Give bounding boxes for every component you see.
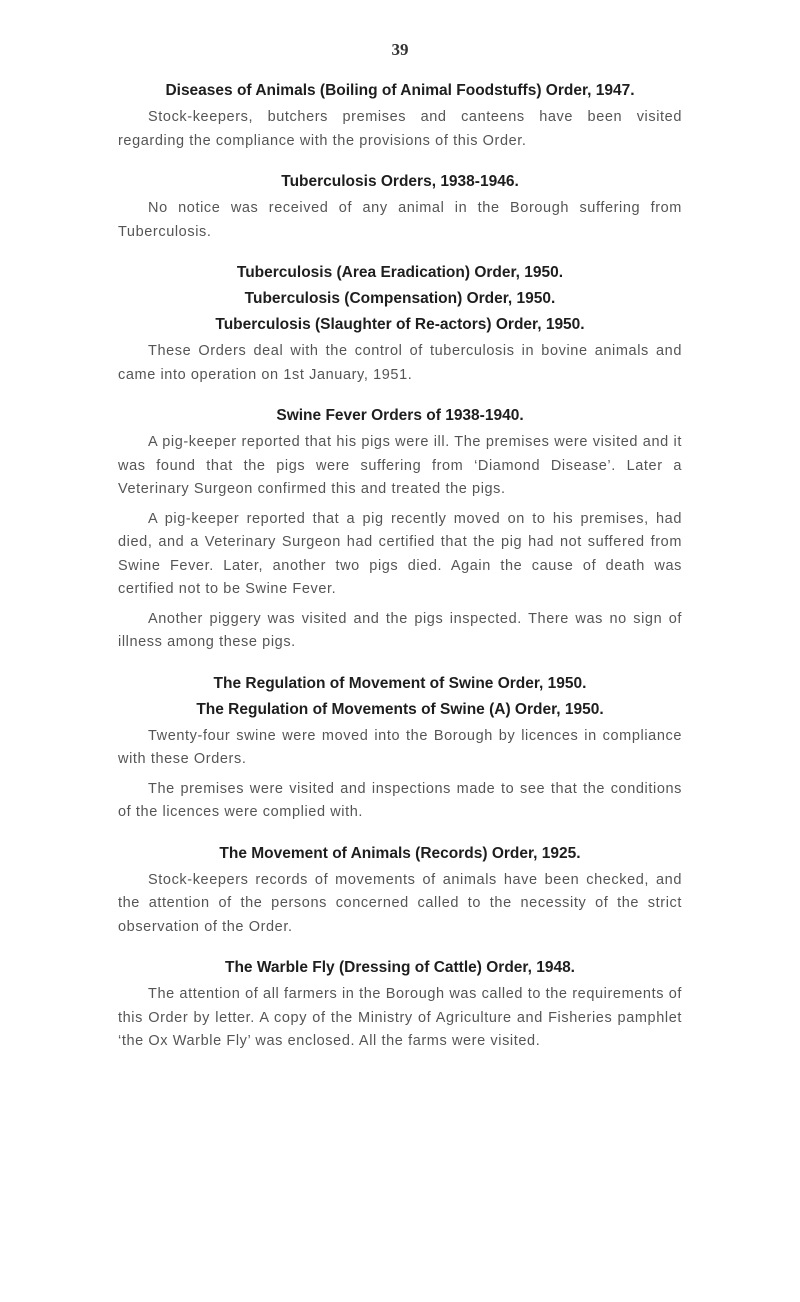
section: [118, 260, 682, 387]
body-paragraph: Twenty-four swine were moved into the Borough by licences in compliance with these Orders.: [118, 727, 682, 767]
section-heading: Tuberculosis (Slaughter of Re-actors) Order, 1950.: [215, 316, 585, 333]
body-paragraph: Stock-keepers records of movements of animals have been checked, and the attention of the persons concerned called to the necessity of the strict observation of the Order.: [118, 871, 682, 935]
section-heading: The Regulation of Movements of Swine (A) Order, 1950.: [196, 700, 604, 718]
section-heading: The Movement of Animals (Records) Order, 1925.: [219, 844, 581, 862]
section: [118, 169, 682, 244]
section: [118, 403, 682, 655]
page-number: 39: [391, 40, 409, 59]
section-heading: Swine Fever Orders of 1938-1940.: [276, 407, 524, 424]
section: [118, 78, 682, 153]
section: [118, 841, 682, 940]
section: [118, 671, 682, 825]
section: [118, 955, 682, 1054]
section-heading: Diseases of Animals (Boiling of Animal Foodstuffs) Order, 1947.: [165, 82, 635, 99]
section-heading: Tuberculosis (Area Eradication) Order, 1950.: [236, 264, 564, 281]
body-paragraph: Stock-keepers, butchers premises and canteens have been visited regarding the compliance with the provisions of this Order.: [118, 109, 682, 149]
body-paragraph: The premises were visited and inspections made to see that the conditions of the licences were complied with.: [118, 780, 682, 820]
body-paragraph: A pig-keeper reported that his pigs were ill. The premises were visited and it was found that the pigs were suffering from ‘Diamond Disease’. Later a Veterinary Surgeon confirmed this and treated the pigs.: [118, 434, 682, 497]
body-paragraph: Another piggery was visited and the pigs inspected. There was no sign of illness among these pigs.: [118, 610, 682, 650]
page-content: [118, 78, 682, 1054]
body-paragraph: A pig-keeper reported that a pig recently moved on to his premises, had died, and a Veterinary Surgeon had certified that the pig had not suffered from Swine Fever. Later, another two pigs died. Again the cause of death was certified not to be Swine Fever.: [118, 510, 682, 597]
section-heading: Tuberculosis (Compensation) Order, 1950.: [244, 290, 556, 307]
body-paragraph: These Orders deal with the control of tuberculosis in bovine animals and came into operation on 1st January, 1951.: [118, 343, 682, 383]
body-paragraph: No notice was received of any animal in the Borough suffering from Tuberculosis.: [118, 200, 682, 240]
body-paragraph: The attention of all farmers in the Borough was called to the requirements of this Order by letter. A copy of the Ministry of Agriculture and Fisheries pamphlet ‘the Ox Warble Fly’ was enclosed. All the farms were visited.: [118, 986, 682, 1049]
section-heading: Tuberculosis Orders, 1938-1946.: [281, 173, 519, 190]
section-heading: The Warble Fly (Dressing of Cattle) Order, 1948.: [225, 959, 575, 976]
section-heading: The Regulation of Movement of Swine Order, 1950.: [213, 674, 587, 692]
